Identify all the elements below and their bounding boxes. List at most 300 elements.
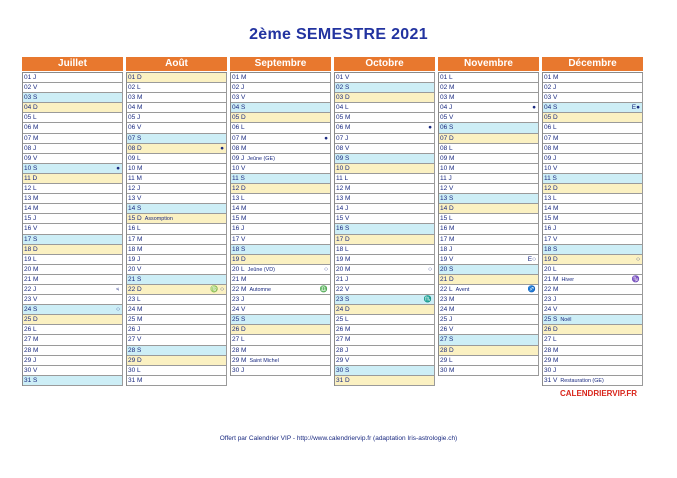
day-label: 12 J: [128, 185, 141, 193]
day-cell[interactable]: [543, 335, 643, 345]
day-cell[interactable]: [439, 245, 539, 255]
day-label: 29 J: [24, 356, 37, 364]
day-cell[interactable]: [543, 325, 643, 335]
day-label: 27 L: [232, 336, 245, 344]
day-cell[interactable]: [127, 164, 227, 174]
day-cell[interactable]: [439, 255, 539, 265]
day-label: 04 L: [336, 104, 349, 112]
day-label: 26 D: [232, 326, 246, 334]
day-cell[interactable]: [439, 224, 539, 234]
day-label: 13 V: [128, 195, 142, 203]
day-cell[interactable]: [335, 214, 435, 224]
day-cell[interactable]: [23, 245, 123, 255]
day-label: 23 S: [336, 296, 350, 304]
day-label: 26 L: [24, 326, 37, 334]
day-cell[interactable]: [23, 235, 123, 245]
day-label: 29 D: [128, 356, 142, 364]
day-label: 14 M: [24, 205, 39, 213]
month-column: [126, 57, 227, 386]
day-cell[interactable]: [543, 73, 643, 83]
day-cell[interactable]: [543, 144, 643, 154]
day-cell[interactable]: [231, 154, 331, 164]
day-cell[interactable]: [439, 295, 539, 305]
day-cell[interactable]: [439, 73, 539, 83]
day-list: [22, 72, 123, 386]
day-cell[interactable]: [127, 113, 227, 123]
day-label: 16 L: [128, 225, 141, 233]
day-cell[interactable]: [543, 255, 643, 265]
day-cell[interactable]: [23, 73, 123, 83]
day-label: 19 J: [128, 255, 141, 263]
day-cell[interactable]: [335, 83, 435, 93]
day-cell[interactable]: [231, 164, 331, 174]
day-cell[interactable]: [231, 265, 331, 275]
day-cell[interactable]: [231, 224, 331, 234]
day-cell[interactable]: [543, 265, 643, 275]
moon-phase-icon: ♐: [527, 285, 536, 293]
day-cell[interactable]: [439, 194, 539, 204]
day-label: 02 J: [544, 84, 557, 92]
moon-phase-icon: ♏: [423, 296, 432, 304]
page-title: 2ème SEMESTRE 2021: [249, 26, 428, 43]
day-cell[interactable]: [439, 134, 539, 144]
day-cell[interactable]: [543, 194, 643, 204]
day-cell[interactable]: [543, 315, 643, 325]
day-label: 29 M: [544, 356, 559, 364]
day-label: 31 V: [544, 376, 558, 384]
month-header: Juillet: [22, 57, 123, 71]
day-cell[interactable]: [23, 346, 123, 356]
day-cell[interactable]: [439, 325, 539, 335]
day-cell[interactable]: [127, 346, 227, 356]
day-cell[interactable]: [127, 184, 227, 194]
day-cell[interactable]: [231, 245, 331, 255]
day-cell[interactable]: [335, 93, 435, 103]
day-cell[interactable]: [439, 204, 539, 214]
day-cell[interactable]: [439, 335, 539, 345]
day-cell[interactable]: [127, 103, 227, 113]
day-cell[interactable]: [439, 144, 539, 154]
day-label: 12 D: [232, 185, 246, 193]
day-cell[interactable]: [335, 164, 435, 174]
day-cell[interactable]: [127, 154, 227, 164]
day-label: 21 J: [336, 275, 349, 283]
day-cell[interactable]: [127, 295, 227, 305]
day-cell[interactable]: [231, 184, 331, 194]
day-cell[interactable]: [439, 184, 539, 194]
day-cell[interactable]: [543, 164, 643, 174]
day-cell[interactable]: [543, 154, 643, 164]
day-label: 31 D: [336, 376, 350, 384]
day-cell[interactable]: [335, 366, 435, 376]
day-label: 16 V: [24, 225, 38, 233]
day-cell[interactable]: [543, 184, 643, 194]
day-cell[interactable]: [543, 93, 643, 103]
day-cell[interactable]: [439, 154, 539, 164]
day-label: 04 D: [24, 104, 38, 112]
moon-phase-icon: ○: [116, 306, 120, 314]
day-label: 20 M: [24, 265, 39, 273]
day-label: 06 S: [440, 124, 454, 132]
month-header: Octobre: [334, 57, 435, 71]
day-label: 20 L: [544, 265, 557, 273]
day-label: 23 L: [128, 296, 141, 304]
event-label: Jeûne (VD): [247, 266, 275, 273]
day-cell[interactable]: [543, 224, 643, 234]
day-label: 03 M: [440, 94, 455, 102]
day-cell[interactable]: [23, 83, 123, 93]
day-cell[interactable]: [335, 285, 435, 295]
day-label: 26 D: [544, 326, 558, 334]
day-cell[interactable]: [543, 174, 643, 184]
day-label: 09 V: [24, 154, 38, 162]
day-cell[interactable]: [543, 305, 643, 315]
day-cell[interactable]: [23, 134, 123, 144]
day-label: 29 L: [440, 356, 453, 364]
day-label: 25 S: [544, 316, 558, 324]
day-label: 21 M: [24, 275, 39, 283]
day-cell[interactable]: [231, 134, 331, 144]
day-cell[interactable]: [23, 285, 123, 295]
day-cell[interactable]: [439, 356, 539, 366]
day-cell[interactable]: [23, 174, 123, 184]
day-cell[interactable]: [23, 335, 123, 345]
day-label: 14 M: [544, 205, 559, 213]
day-cell[interactable]: [23, 164, 123, 174]
day-cell[interactable]: [127, 265, 227, 275]
day-cell[interactable]: [335, 255, 435, 265]
day-label: 06 V: [128, 124, 142, 132]
day-cell[interactable]: [231, 335, 331, 345]
day-cell[interactable]: [543, 113, 643, 123]
day-cell[interactable]: [231, 93, 331, 103]
day-cell[interactable]: [127, 285, 227, 295]
day-cell[interactable]: [127, 366, 227, 376]
day-cell[interactable]: [231, 235, 331, 245]
day-cell[interactable]: [127, 73, 227, 83]
month-column: [22, 57, 123, 386]
day-cell[interactable]: [23, 265, 123, 275]
day-cell[interactable]: [231, 305, 331, 315]
day-label: 14 S: [128, 205, 142, 213]
day-label: 02 M: [440, 84, 455, 92]
day-label: 22 J: [24, 285, 37, 293]
day-label: 10 D: [336, 164, 350, 172]
day-cell[interactable]: [439, 315, 539, 325]
day-label: 08 D: [128, 144, 142, 152]
day-label: 09 L: [128, 154, 141, 162]
day-cell[interactable]: [23, 255, 123, 265]
day-cell[interactable]: [23, 214, 123, 224]
day-cell[interactable]: [23, 113, 123, 123]
day-cell[interactable]: [231, 325, 331, 335]
day-cell[interactable]: [231, 346, 331, 356]
day-label: 30 S: [336, 366, 350, 374]
day-cell[interactable]: [127, 204, 227, 214]
day-cell[interactable]: [543, 245, 643, 255]
day-label: 08 J: [24, 144, 37, 152]
day-label: 02 J: [232, 84, 245, 92]
day-label: 12 V: [440, 185, 454, 193]
day-list: [230, 72, 331, 376]
day-cell[interactable]: [127, 335, 227, 345]
day-cell[interactable]: [127, 174, 227, 184]
day-cell[interactable]: [543, 346, 643, 356]
event-label: Noël: [560, 317, 572, 324]
day-label: 15 J: [24, 215, 37, 223]
day-cell[interactable]: [231, 295, 331, 305]
day-cell[interactable]: [231, 144, 331, 154]
day-cell[interactable]: [231, 73, 331, 83]
day-cell[interactable]: [23, 194, 123, 204]
day-cell[interactable]: [439, 275, 539, 285]
day-cell[interactable]: [335, 356, 435, 366]
day-cell[interactable]: [127, 194, 227, 204]
day-cell[interactable]: [127, 93, 227, 103]
moon-phase-icon: E●: [631, 104, 640, 112]
day-cell[interactable]: [335, 335, 435, 345]
day-label: 18 S: [232, 245, 246, 253]
day-label: 02 L: [128, 84, 141, 92]
day-cell[interactable]: [439, 305, 539, 315]
day-label: 07 J: [336, 134, 349, 142]
day-cell[interactable]: [127, 134, 227, 144]
day-cell[interactable]: [543, 235, 643, 245]
day-cell[interactable]: [127, 275, 227, 285]
day-cell[interactable]: [439, 214, 539, 224]
day-cell[interactable]: [439, 103, 539, 113]
day-cell[interactable]: [231, 315, 331, 325]
day-cell[interactable]: [543, 83, 643, 93]
day-cell[interactable]: [439, 265, 539, 275]
day-cell[interactable]: [23, 204, 123, 214]
day-label: 10 V: [232, 164, 246, 172]
day-cell[interactable]: [127, 245, 227, 255]
day-label: 15 V: [336, 215, 350, 223]
day-cell[interactable]: [23, 154, 123, 164]
month-header: Novembre: [438, 57, 539, 71]
day-cell[interactable]: [543, 376, 643, 386]
day-label: 07 D: [440, 134, 454, 142]
event-label: Jeûne (GE): [247, 155, 275, 162]
day-label: 23 V: [24, 296, 38, 304]
day-cell[interactable]: [439, 123, 539, 133]
day-cell[interactable]: [231, 255, 331, 265]
day-cell[interactable]: [23, 123, 123, 133]
day-cell[interactable]: [543, 123, 643, 133]
day-cell[interactable]: [127, 144, 227, 154]
day-cell[interactable]: [335, 194, 435, 204]
day-cell[interactable]: [335, 235, 435, 245]
day-cell[interactable]: [127, 123, 227, 133]
day-cell[interactable]: [335, 73, 435, 83]
event-label: Assomption: [144, 216, 173, 223]
day-label: 18 D: [24, 245, 38, 253]
day-cell[interactable]: [23, 103, 123, 113]
day-label: 14 J: [336, 205, 349, 213]
day-label: 10 M: [440, 164, 455, 172]
day-cell[interactable]: [231, 83, 331, 93]
day-cell[interactable]: [439, 346, 539, 356]
day-cell[interactable]: [543, 285, 643, 295]
day-cell[interactable]: [127, 214, 227, 224]
day-cell[interactable]: [231, 275, 331, 285]
day-label: 21 S: [128, 275, 142, 283]
day-cell[interactable]: [23, 93, 123, 103]
month-header: Décembre: [542, 57, 643, 71]
day-label: 19 D: [232, 255, 246, 263]
day-list: [334, 72, 435, 386]
brand-label[interactable]: CALENDRIERVIP.FR: [560, 389, 638, 398]
day-cell[interactable]: [231, 103, 331, 113]
day-label: 03 V: [232, 94, 246, 102]
day-cell[interactable]: [23, 305, 123, 315]
day-cell[interactable]: [335, 315, 435, 325]
day-cell[interactable]: [439, 113, 539, 123]
day-label: 25 L: [336, 316, 349, 324]
day-label: 17 M: [128, 235, 143, 243]
day-label: 22 D: [128, 285, 142, 293]
day-cell[interactable]: [439, 93, 539, 103]
day-cell[interactable]: [335, 113, 435, 123]
day-cell[interactable]: [335, 275, 435, 285]
day-cell[interactable]: [127, 83, 227, 93]
month-column: [542, 57, 643, 386]
day-label: 12 M: [336, 185, 351, 193]
day-label: 03 D: [336, 94, 350, 102]
day-cell[interactable]: [335, 325, 435, 335]
day-label: 24 V: [232, 306, 246, 314]
day-cell[interactable]: [543, 356, 643, 366]
day-label: 04 M: [128, 104, 143, 112]
day-label: 04 S: [544, 104, 558, 112]
day-cell[interactable]: [335, 134, 435, 144]
day-cell[interactable]: [543, 214, 643, 224]
day-label: 21 M: [544, 275, 559, 283]
day-cell[interactable]: [335, 245, 435, 255]
day-label: 13 L: [232, 195, 245, 203]
day-label: 08 M: [544, 144, 559, 152]
day-label: 28 S: [128, 346, 142, 354]
day-label: 22 M: [232, 285, 247, 293]
day-label: 25 D: [24, 316, 38, 324]
day-cell[interactable]: [23, 295, 123, 305]
day-label: 29 M: [232, 356, 247, 364]
day-cell[interactable]: [335, 103, 435, 113]
day-cell[interactable]: [23, 325, 123, 335]
day-label: 28 M: [232, 346, 247, 354]
day-label: 09 J: [544, 154, 557, 162]
day-cell[interactable]: [439, 285, 539, 295]
day-cell[interactable]: [127, 235, 227, 245]
day-cell[interactable]: [127, 255, 227, 265]
day-cell[interactable]: [23, 366, 123, 376]
day-cell[interactable]: [335, 265, 435, 275]
day-label: 06 L: [232, 124, 245, 132]
day-label: 23 M: [440, 296, 455, 304]
day-cell[interactable]: [127, 305, 227, 315]
day-cell[interactable]: [23, 224, 123, 234]
day-cell[interactable]: [543, 295, 643, 305]
day-cell[interactable]: [127, 376, 227, 386]
day-label: 28 J: [336, 346, 349, 354]
day-cell[interactable]: [231, 366, 331, 376]
day-cell[interactable]: [543, 275, 643, 285]
day-cell[interactable]: [127, 325, 227, 335]
day-label: 19 D: [544, 255, 558, 263]
day-cell[interactable]: [231, 174, 331, 184]
day-cell[interactable]: [335, 184, 435, 194]
day-label: 18 M: [128, 245, 143, 253]
day-cell[interactable]: [543, 134, 643, 144]
day-cell[interactable]: [231, 194, 331, 204]
day-cell[interactable]: [335, 295, 435, 305]
day-label: 28 M: [24, 346, 39, 354]
day-list: [542, 72, 643, 386]
day-label: 16 M: [440, 225, 455, 233]
day-label: 17 V: [544, 235, 558, 243]
day-cell[interactable]: [335, 346, 435, 356]
day-label: 17 D: [336, 235, 350, 243]
day-label: 13 L: [544, 195, 557, 203]
day-label: 20 L: [232, 265, 245, 273]
day-cell[interactable]: [439, 235, 539, 245]
day-cell[interactable]: [127, 315, 227, 325]
day-cell[interactable]: [231, 113, 331, 123]
day-cell[interactable]: [543, 204, 643, 214]
day-cell[interactable]: [23, 356, 123, 366]
day-cell[interactable]: [127, 356, 227, 366]
day-cell[interactable]: [231, 356, 331, 366]
day-cell[interactable]: [231, 285, 331, 295]
day-cell[interactable]: [439, 83, 539, 93]
day-label: 18 J: [440, 245, 453, 253]
day-cell[interactable]: [543, 103, 643, 113]
day-label: 22 V: [336, 285, 350, 293]
day-cell[interactable]: [23, 315, 123, 325]
day-cell[interactable]: [439, 164, 539, 174]
day-label: 30 J: [232, 366, 245, 374]
day-label: 05 L: [24, 114, 37, 122]
day-cell[interactable]: [23, 376, 123, 386]
day-label: 19 V: [440, 255, 454, 263]
day-cell[interactable]: [439, 174, 539, 184]
day-cell[interactable]: [335, 144, 435, 154]
day-cell[interactable]: [335, 224, 435, 234]
day-cell[interactable]: [335, 376, 435, 386]
day-cell[interactable]: [335, 305, 435, 315]
day-label: 26 V: [440, 326, 454, 334]
day-cell[interactable]: [335, 204, 435, 214]
day-cell[interactable]: [231, 123, 331, 133]
day-cell[interactable]: [231, 214, 331, 224]
day-cell[interactable]: [23, 184, 123, 194]
day-cell[interactable]: [335, 123, 435, 133]
day-cell[interactable]: [335, 174, 435, 184]
day-cell[interactable]: [127, 224, 227, 234]
day-cell[interactable]: [23, 144, 123, 154]
day-cell[interactable]: [439, 366, 539, 376]
day-label: 06 M: [24, 124, 39, 132]
day-cell[interactable]: [231, 204, 331, 214]
month-column: [438, 57, 539, 376]
day-list: [438, 72, 539, 376]
day-cell[interactable]: [543, 366, 643, 376]
moon-phase-icon: ●: [324, 134, 328, 142]
day-cell[interactable]: [23, 275, 123, 285]
day-cell[interactable]: [335, 154, 435, 164]
day-label: 26 M: [336, 326, 351, 334]
